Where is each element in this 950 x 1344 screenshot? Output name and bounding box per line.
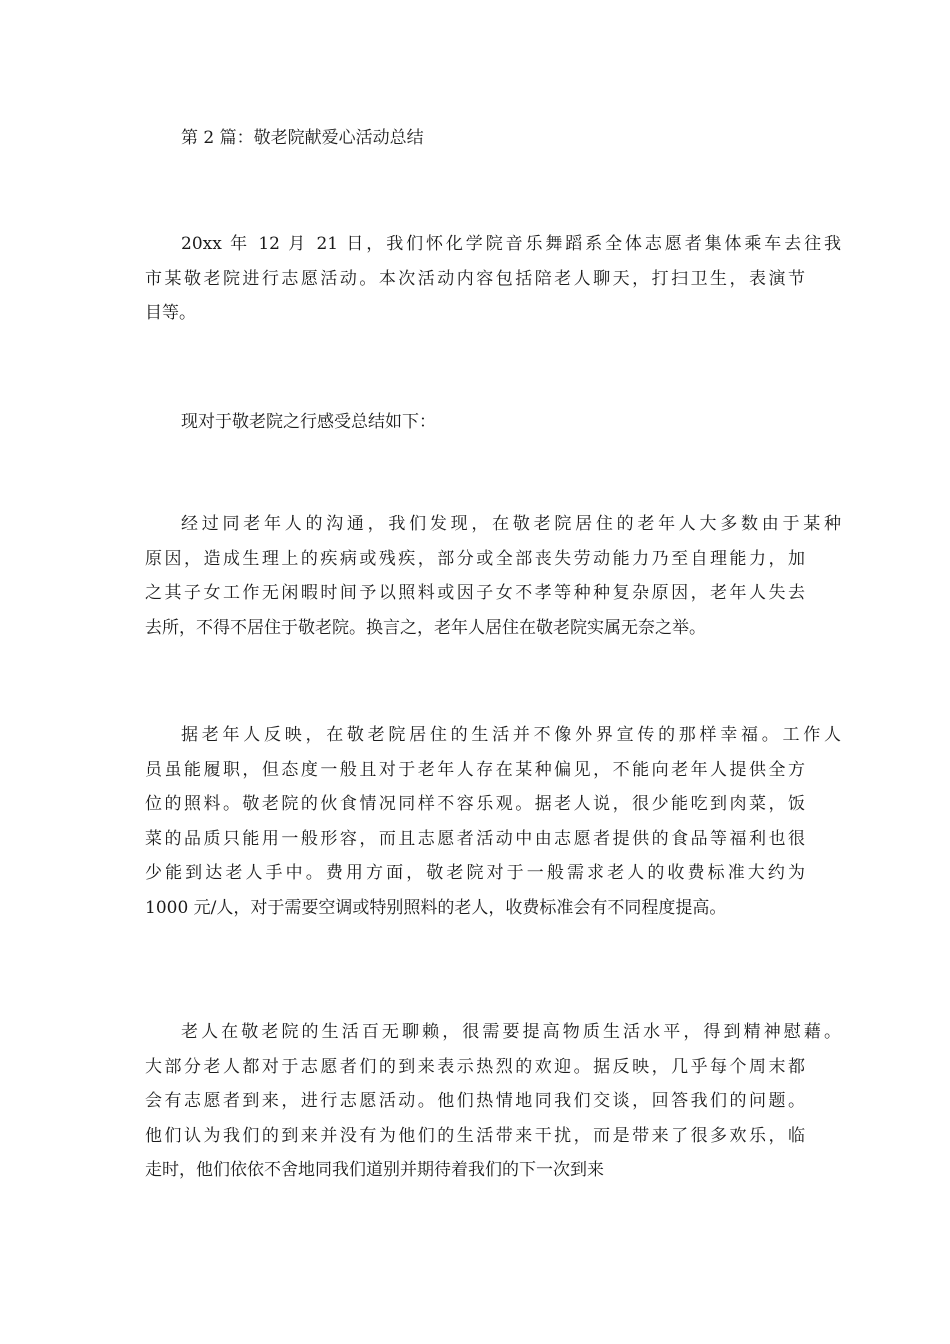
paragraph-line: 菜的品质只能用一般形容，而且志愿者活动中由志愿者提供的食品等福利也很 — [145, 828, 805, 849]
paragraph-line: 走时，他们依依不舍地同我们道别并期待着我们的下一次到来 — [145, 1160, 604, 1180]
paragraph-line: 市某敬老院进行志愿活动。本次活动内容包括陪老人聊天，打扫卫生，表演节 — [145, 268, 805, 289]
paragraph-line: 据老年人反映，在敬老院居住的生活并不像外界宣传的那样幸福。工作人 — [181, 725, 841, 745]
paragraph-line: 去所，不得不居住于敬老院。换言之，老年人居住在敬老院实属无奈之举。 — [145, 617, 706, 638]
paragraph-line: 1000 元/人，对于需要空调或特别照料的老人，收费标准会有不同程度提高。 — [145, 897, 727, 918]
paragraph-communication — [145, 507, 841, 645]
paragraph-line: 老人在敬老院的生活百无聊赖，很需要提高物质生活水平，得到精神慰藉。 — [181, 1022, 841, 1042]
paragraph-volunteer-welcome — [145, 1015, 841, 1188]
paragraph-line: 现对于敬老院之行感受总结如下： — [181, 412, 436, 432]
paragraph-line: 员虽能履职，但态度一般且对于老年人存在某种偏见，不能向老年人提供全方 — [145, 759, 805, 780]
paragraph-line: 大部分老人都对于志愿者们的到来表示热烈的欢迎。据反映，几乎每个周末都 — [145, 1056, 805, 1077]
paragraph-line: 位的照料。敬老院的伙食情况同样不容乐观。据老人说，很少能吃到肉菜，饭 — [145, 794, 805, 814]
paragraph-line: 之其子女工作无闲暇时间予以照料或因子女不孝等种种复杂原因，老年人失去 — [145, 583, 805, 603]
paragraph-line: 他们认为我们的到来并没有为他们的生活带来干扰，而是带来了很多欢乐，临 — [145, 1125, 805, 1146]
document-title: 第 2 篇：敬老院献爱心活动总结 — [181, 128, 424, 148]
paragraph-living-conditions — [145, 718, 841, 925]
paragraph-line: 少能到达老人手中。费用方面，敬老院对于一般需求老人的收费标准大约为 — [145, 863, 805, 883]
paragraph-activity-intro — [145, 227, 841, 331]
paragraph-line: 会有志愿者到来，进行志愿活动。他们热情地同我们交谈，回答我们的问题。 — [145, 1091, 805, 1111]
paragraph-line: 原因，造成生理上的疾病或残疾，部分或全部丧失劳动能力乃至自理能力，加 — [145, 548, 805, 569]
paragraph-line: 经过同老年人的沟通，我们发现，在敬老院居住的老年人大多数由于某种 — [181, 514, 841, 534]
paragraph-line: 目等。 — [145, 303, 196, 323]
paragraph-summary-lead — [145, 405, 805, 440]
paragraph-line: 20xx 年 12 月 21 日，我们怀化学院音乐舞蹈系全体志愿者集体乘车去往我 — [181, 234, 841, 254]
